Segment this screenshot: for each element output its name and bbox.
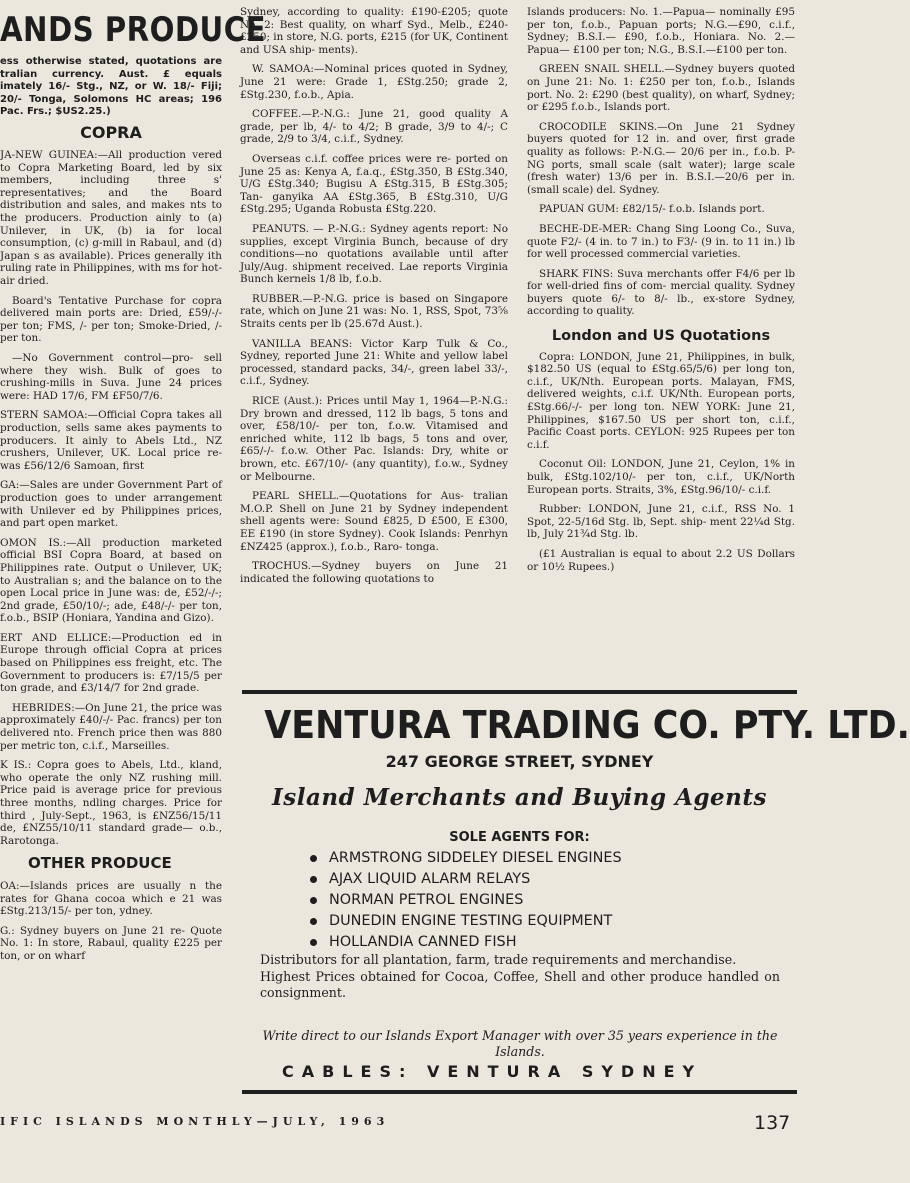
- paragraph: Overseas c.i.f. coffee prices were re- ported on June 25 as: Kenya A, f.a.q., £Stg.350, B £Stg.340, U/G £Stg.340; Bugisu A £Stg.315, B £Stg.305; Tan- ganyika AA £Stg.365, B £Stg.310, U/G £Stg.295; Uganda Robusta £Stg.220.: [240, 152, 508, 216]
- list-item: DUNEDIN ENGINE TESTING EQUIPMENT: [310, 911, 622, 932]
- copra-heading: COPRA: [80, 122, 142, 142]
- paragraph: RICE (Aust.): Prices until May 1, 1964—P.-N.G.: Dry brown and dressed, 112 lb bags, 5 tons and over, £58/10/- per ton, f.o.w. Vitamised and enriched white, 112 lb bags, 5 tons and over, £65/-/- f.o.w. Other Pac. Islands: Dry, white or brown, etc. £67/10/- (any quantity), f.o.w., Sydney or Melbourne.: [240, 395, 508, 483]
- ad-cables: CABLES: VENTURA SYDNEY: [282, 1062, 703, 1081]
- paragraph: TROCHUS.—Sydney buyers on June 21 indicated the following quotations to: [240, 560, 508, 585]
- list-item: ARMSTRONG SIDDELEY DIESEL ENGINES: [310, 848, 622, 869]
- paragraph: W. SAMOA:—Nominal prices quoted in Sydney, June 21 were: Grade 1, £Stg.250; grade 2, £Stg.230, f.o.b., Apia.: [240, 63, 508, 101]
- paragraph: OA:—Islands prices are usually n the rates for Ghana cocoa which e 21 was £Stg.213/15/- per ton, ydney.: [0, 879, 222, 918]
- ad-distributors: Distributors for all plantation, farm, trade requirements and merchandise.: [260, 952, 737, 967]
- column-right: [527, 6, 795, 580]
- ad-company-name: VENTURA TRADING CO. PTY. LTD.: [264, 703, 910, 747]
- ad-subtitle: Island Merchants and Buying Agents: [272, 784, 767, 811]
- paragraph: VANILLA BEANS: Victor Karp Tulk & Co., Sydney, reported June 21: White and yellow label processed, standard packs, 34/-, green label 33/-, c.i.f., Sydney.: [240, 337, 508, 388]
- paragraph: PAPUAN GUM: £82/15/- f.o.b. Islands port.: [539, 203, 765, 216]
- ad-write-direct: Write direct to our Islands Export Manager with over 35 years experience in the Islands.: [262, 1028, 778, 1059]
- page-footer: IFIC ISLANDS MONTHLY—JULY, 1963: [0, 1115, 390, 1128]
- paragraph: Islands producers: No. 1.—Papua— nominally £95 per ton, f.o.b., Papuan ports; N.G.—£90, c.i.f., Sydney; B.S.I.— £90, f.o.b., Honiara. No. 2.—Papua— £100 per ton; N.G., B.S.I.—£100 per ton.: [527, 6, 795, 56]
- list-item: NORMAN PETROL ENGINES: [310, 890, 622, 911]
- column-middle: [240, 6, 508, 592]
- paragraph: PEANUTS. — P.-N.G.: Sydney agents report: No supplies, except Virginia Bunch, because of dry conditions—no quotations available until after July/Aug. shipment received. Lae reports Virginia Bunch kernels 1/8 lb, f.o.b.: [240, 222, 508, 286]
- paragraph: STERN SAMOA:—Official Copra takes all production, sells same akes payments to producers. It ainly to Abels Ltd., NZ crushers, Unilever, UK. Local price re- was £56/12/6 Samoan, first: [0, 409, 222, 472]
- paragraph: HEBRIDES:—On June 21, the price was approximately £40/-/- Pac. francs) per ton delivered nto. French price then was 880 per metric ton, c.i.f., Marseilles.: [0, 701, 222, 752]
- bullet-icon: [310, 855, 317, 862]
- paragraph: ERT AND ELLICE:—Production ed in Europe through official Copra at prices based on Philippines ess freight, etc. The Government to producers is: £7/15/5 per ton grade, and £3/14/7 for 2nd grade.: [0, 631, 222, 695]
- ad-description: [260, 952, 780, 1002]
- paragraph: BECHE-DE-MER: Chang Sing Loong Co., Suva, quote F2/- (4 in. to 7 in.) to F3/- (9 in. to 11 in.) lb for well processed commercial varieties.: [527, 222, 795, 261]
- ad-bottom-rule: [242, 1090, 797, 1094]
- paragraph: Sydney, according to quality: £190-£205; quote No. 2: Best quality, on wharf Syd., Melb., £240-£250; in store, N.G. ports, £215 (for UK, Continent and USA ship- ments).: [240, 6, 508, 56]
- list-item: AJAX LIQUID ALARM RELAYS: [310, 869, 622, 890]
- paragraph: —No Government control—pro- sell where they wish. Bulk of goes to crushing-mills in Suva. June 24 prices were: HAD 17/6, FM £F50/7/6.: [0, 352, 222, 402]
- paragraph: PEARL SHELL.—Quotations for Aus- tralian M.O.P. Shell on June 21 by Sydney independent shell agents were: Sound £825, D £500, E £300, EE £190 (in store Sydney). Cook Islands: Penrhyn £NZ425 (approx.), f.o.b., Raro- tonga.: [240, 490, 508, 553]
- bullet-icon: [310, 918, 317, 925]
- other-produce-heading: OTHER PRODUCE: [28, 854, 172, 873]
- london-us-heading: London and US Quotations: [551, 328, 771, 345]
- paragraph: G.: Sydney buyers on June 21 re- Quote No. 1: In store, Rabaul, quality £225 per ton, or on wharf: [0, 924, 222, 962]
- ad-top-rule: [242, 690, 797, 694]
- advertisement: [242, 690, 910, 1098]
- paragraph: RUBBER.—P.-N.G. price is based on Singapore rate, which on June 21 was: No. 1, RSS, Spot, 73⅝ Straits cents per lb (25.67d Aust.).: [240, 292, 508, 331]
- bullet-icon: [310, 897, 317, 904]
- paragraph: GREEN SNAIL SHELL.—Sydney buyers quoted on June 21: No. 1: £250 per ton, f.o.b., Islands port. No. 2: £290 (best quality), on wharf, Sydney; or £295 f.o.b., Islands port.: [527, 63, 795, 114]
- paragraph: GA:—Sales are under Government Part of production goes to under arrangement with Unilever ed by Philippines prices, and part open market.: [0, 479, 222, 530]
- section-title: ANDS PRODUCE: [0, 10, 267, 50]
- ad-sole-agents-heading: SOLE AGENTS FOR:: [449, 830, 590, 845]
- paragraph: OMON IS.:—All production marketed official BSI Copra Board, at based on Philippines rate. Output o Unilever, UK; to Australian s; and the balance on to the open Local price in June was: de, £52/-/-; 2nd grade, £50/10/-; ade, £48/-/- per ton, f.o.b., BSIP (Honiara, Yandina and Gizo).: [0, 536, 222, 625]
- paragraph: (£1 Australian is equal to about 2.2 US Dollars or 10½ Rupees.): [527, 547, 795, 573]
- paragraph: Copra: LONDON, June 21, Philippines, in bulk, $182.50 US (equal to £Stg.65/5/6) per long ton, c.i.f., UK/Nth. European ports. Malayan, FMS, delivered weights, c.i.f. UK/Nth. European ports, £Stg.66/-/- per long ton. NEW YORK: June 21, Philippines, $167.50 US per short ton, c.i.f., Pacific Coast ports. CEYLON: 925 Rupees per ton c.i.f.: [527, 350, 795, 451]
- paragraph: COFFEE.—P.-N.G.: June 21, good quality A grade, per lb, 4/- to 4/2; B grade, 3/9 to 4/-; C grade, 2/9 to 3/4, c.i.f., Sydney.: [240, 108, 508, 146]
- paragraph: SHARK FINS: Suva merchants offer F4/6 per lb for well-dried fins of com- mercial quality. Sydney buyers quote 6/- to 8/- lb., ex-store Sydney, according to quality.: [527, 267, 795, 318]
- bullet-icon: [310, 876, 317, 883]
- ad-address: 247 GEORGE STREET, SYDNEY: [385, 752, 654, 771]
- paragraph: Rubber: LONDON, June 21, c.i.f., RSS No. 1 Spot, 22-5/16d Stg. lb, Sept. ship- ment 22¼d Stg. lb, July 21¾d Stg. lb.: [527, 503, 795, 541]
- paragraph: JA-NEW GUINEA:—All production vered to Copra Marketing Board, led by six members, including three s' representatives; and the Board distribution and sales, and makes nts to the producers. Production ainly to (a) Unilever, in UK, (b) ia for local consumption, (c) g-mill in Rabaul, and (d) Japan s as available). Prices generally ith ruling rate in Philippines, with ms for hot-air dried.: [0, 149, 222, 288]
- column-left: [0, 10, 267, 970]
- paragraph: Coconut Oil: LONDON, June 21, Ceylon, 1% in bulk, £Stg.102/10/- per ton, c.i.f., UK/North European ports. Straits, 3%, £Stg.96/10/- c.i.f.: [527, 458, 795, 496]
- currency-note: ess otherwise stated, quotations are tralian currency. Aust. £ equals imately 16/- Stg., NZ, or W. 18/- Fiji; 20/- Tonga, Solomons HC areas; 196 Pac. Frs.; $US2.25.): [0, 56, 222, 117]
- bullet-icon: [310, 939, 317, 946]
- list-item: HOLLANDIA CANNED FISH: [310, 932, 622, 953]
- paragraph: CROCODILE SKINS.—On June 21 Sydney buyers quoted for 12 in. and over, first grade quality as follows: P.-N.G.— 20/6 per in., f.o.b. P-NG ports, small scale (salt water); large scale (fresh water) 13/6 per in. B.S.I.—20/6 per in. (small scale) del. Sydney.: [527, 120, 795, 196]
- ad-highest-prices: Highest Prices obtained for Cocoa, Coffee, Shell and other produce handled on consignment.: [260, 968, 780, 1000]
- page-number: 137: [754, 1112, 791, 1134]
- ad-agency-list: [310, 848, 622, 953]
- paragraph: K IS.: Copra goes to Abels, Ltd., kland, who operate the only NZ rushing mill. Price paid is average price for previous three months, ndling charges. Price for third , July-Sept., 1963, is £NZ56/15/11 de, £NZ55/10/11 standard grade— o.b., Rarotonga.: [0, 759, 222, 847]
- paragraph: Board's Tentative Purchase for copra delivered main ports are: Dried, £59/-/- per ton; FMS, /- per ton; Smoke-Dried, /- per ton.: [0, 294, 222, 345]
